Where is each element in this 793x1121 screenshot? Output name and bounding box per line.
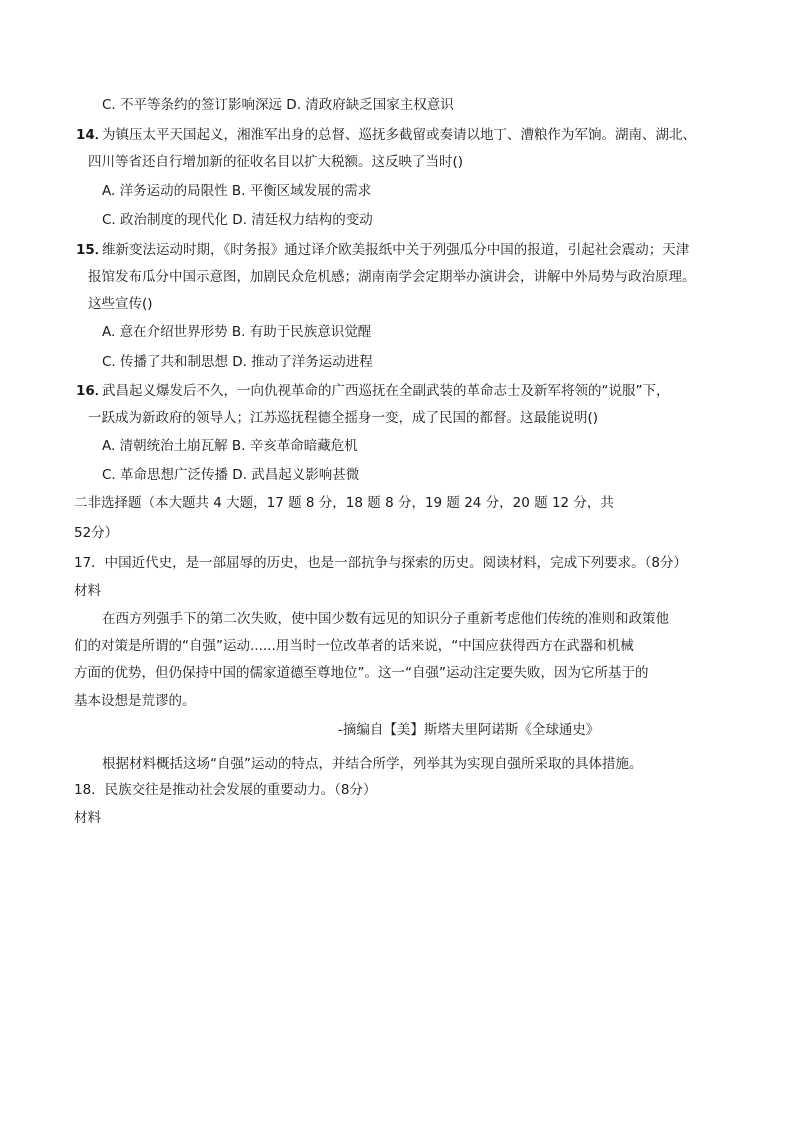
q14-options-cd: C. 政治制度的现代化 D. 清廷权力结构的变动 [102, 212, 373, 228]
q17-requirement: 根据材料概括这场“自强”运动的特点，并结合所学，列举其为实现自强所采取的具体措施。 [102, 756, 643, 772]
q17-material-line1: 在西方列强手下的第二次失败，使中国少数有远见的知识分子重新考虑他们传统的准则和政策他 [102, 611, 669, 627]
section2-heading-line1: 二非选择题（本大题共 4 大题，17 题 8 分，18 题 8 分，19 题 24 分，20 题 12 分，共 [74, 495, 614, 511]
q17-material-line4: 基本设想是荒谬的。 [74, 693, 196, 709]
q15-number: 15． [76, 242, 109, 258]
q15-options-ab: A. 意在介绍世界形势 B. 有助于民族意识觉醒 [102, 324, 372, 340]
q17-stem: 17．中国近代史，是一部屈辱的历史，也是一部抗争与探索的历史。阅读材料，完成下列要求。（8分） [74, 555, 688, 571]
q17-material-label: 材料 [74, 583, 101, 599]
q18-stem: 18．民族交往是推动社会发展的重要动力。（8分） [74, 782, 377, 798]
q17-source: -摘编自【美】斯塔夫里阿诺斯《全球通史》 [338, 722, 600, 738]
q15-stem-line2: 报馆发布瓜分中国示意图，加剧民众危机感；湖南南学会定期举办演讲会，讲解中外局势与政治原理。 [88, 269, 696, 285]
q16-options-ab: A. 清朝统治土崩瓦解 B. 辛亥革命暗藏危机 [102, 438, 358, 454]
q15-stem-line1: 维新变法运动时期，《时务报》通过译介欧美报纸中关于列强瓜分中国的报道，引起社会震动；天津 [102, 242, 690, 258]
q17-material-line2: 们的对策是所谓的“自强”运动......用当时一位改革者的话来说，“中国应获得西方在武器和机械 [74, 638, 634, 654]
q15-stem-line3: 这些宣传() [88, 296, 153, 312]
q14-options-ab: A. 洋务运动的局限性 B. 平衡区域发展的需求 [102, 183, 372, 199]
q18-material-label: 材料 [74, 810, 101, 826]
q13-options-cd: C. 不平等条约的签订影响深远 D. 清政府缺乏国家主权意识 [102, 97, 454, 113]
q16-options-cd: C. 革命思想广泛传播 D. 武昌起义影响甚微 [102, 467, 360, 483]
q14-number: 14． [76, 127, 109, 143]
q16-number: 16． [76, 383, 109, 399]
q16-stem-line1: 武昌起义爆发后不久，一向仇视革命的广西巡抚在全副武装的革命志士及新军将领的“说服”下， [102, 383, 670, 399]
q14-stem-line2: 四川等省还自行增加新的征收名目以扩大税额。这反映了当时() [88, 154, 464, 170]
q16-stem-line2: 一跃成为新政府的领导人；江苏巡抚程德全摇身一变，成了民国的都督。这最能说明() [88, 410, 599, 426]
q14-stem-line1: 为镇压太平天国起义，湘淮军出身的总督、巡抚多截留或奏请以地丁、漕粮作为军饷。湖南、湖北、 [102, 127, 696, 143]
section2-heading-line2: 52分） [74, 525, 119, 541]
q15-options-cd: C. 传播了共和制思想 D. 推动了洋务运动进程 [102, 354, 373, 370]
q17-material-line3: 方面的优势，但仍保持中国的儒家道德至尊地位”。这一“自强”运动注定要失败，因为它所基于的 [74, 665, 649, 681]
